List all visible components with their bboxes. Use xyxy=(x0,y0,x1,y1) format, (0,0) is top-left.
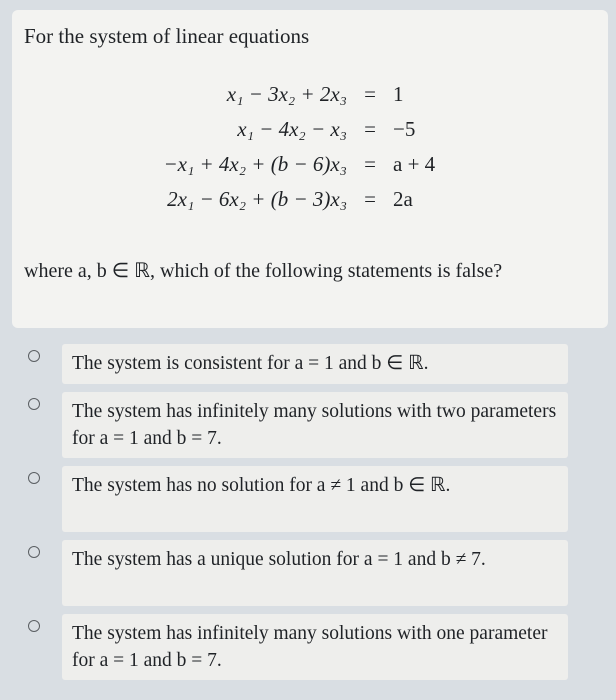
equation-lhs: x₁ − 3x₂ + 2x₃ xyxy=(226,82,347,106)
option-label[interactable]: The system has a unique solution for a = 1 and b ≠ 7. xyxy=(62,540,568,606)
equals-sign: = xyxy=(364,152,376,176)
equation-lhs: x₁ − 4x₂ − x₃ xyxy=(237,117,347,141)
option-label[interactable]: The system has infinitely many solutions with one parameter for a = 1 and b = 7. xyxy=(62,614,568,680)
radio-button-icon[interactable] xyxy=(28,398,40,410)
option-label[interactable]: The system has no solution for a ≠ 1 and b ∈ ℝ. xyxy=(62,466,568,532)
equals-sign: = xyxy=(364,82,376,106)
option-label[interactable]: The system is consistent for a = 1 and b ∈ ℝ. xyxy=(62,344,568,384)
question-stem: where a, b ∈ ℝ, which of the following statements is false? xyxy=(24,260,503,282)
equation-rhs: −5 xyxy=(393,117,416,141)
equals-sign: = xyxy=(364,187,376,211)
question-intro: For the system of linear equations xyxy=(24,24,310,48)
option-label[interactable]: The system has infinitely many solutions with two parameters for a = 1 and b = 7. xyxy=(62,392,568,458)
equation-lhs: 2x₁ − 6x₂ + (b − 3)x₃ xyxy=(167,187,347,211)
equation-rhs: 1 xyxy=(393,82,404,106)
radio-button-icon[interactable] xyxy=(28,350,40,362)
equation-rhs: 2a xyxy=(393,187,413,211)
radio-button-icon[interactable] xyxy=(28,472,40,484)
equation-rhs: a + 4 xyxy=(393,152,436,176)
equation-lhs: −x₁ + 4x₂ + (b − 6)x₃ xyxy=(163,152,347,176)
radio-button-icon[interactable] xyxy=(28,620,40,632)
equation-system xyxy=(132,82,512,222)
radio-button-icon[interactable] xyxy=(28,546,40,558)
equation-row xyxy=(132,82,512,117)
equation-row xyxy=(132,187,512,222)
equals-sign: = xyxy=(364,117,376,141)
equation-row xyxy=(132,152,512,187)
equation-row xyxy=(132,117,512,152)
question-card xyxy=(12,10,608,328)
